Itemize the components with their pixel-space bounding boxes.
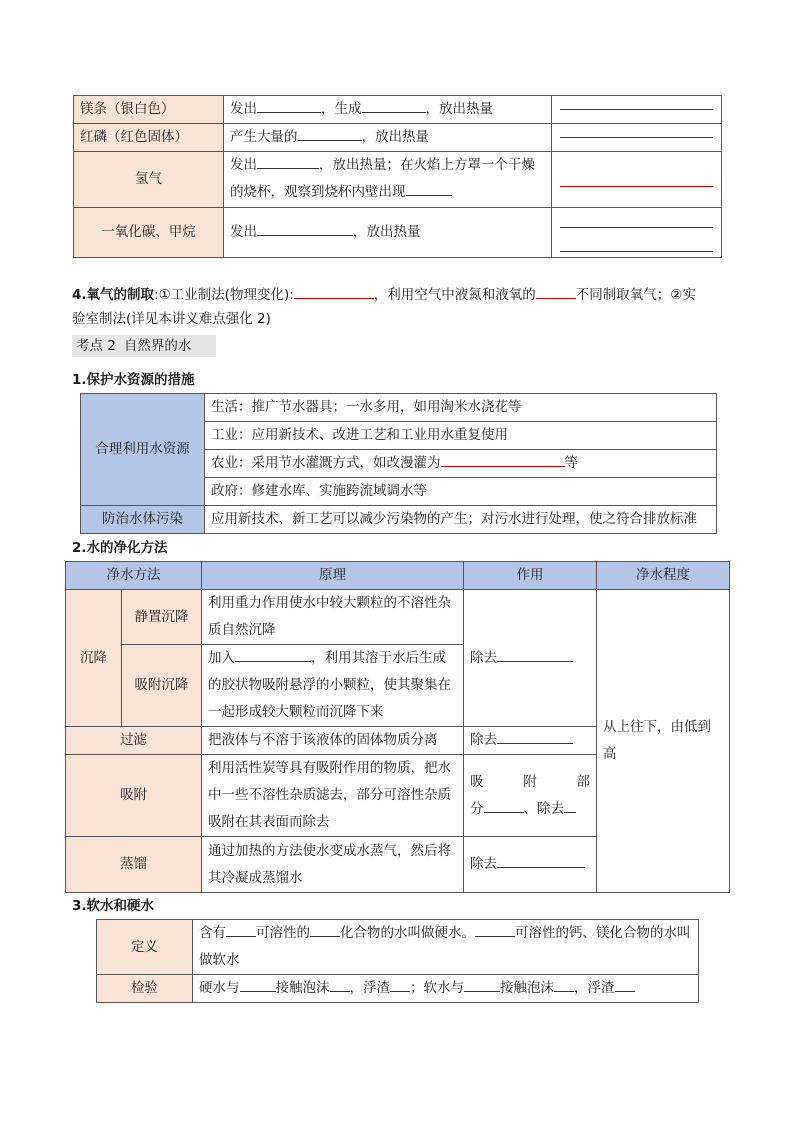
answer-blank[interactable] — [552, 124, 722, 152]
combustion-table — [73, 95, 722, 258]
hard-soft-title: 3.软水和硬水 — [72, 898, 155, 914]
row-co-methane-name: 一氧化碳、甲烷 — [74, 208, 224, 258]
protect-title: 1.保护水资源的措施 — [72, 372, 195, 388]
row-co-methane-phenomenon: 发出 ，放出热量 — [224, 208, 552, 258]
answer-blank[interactable] — [552, 152, 722, 208]
row-phosphorus-phenomenon: 产生大量的 ，放出热量 — [224, 124, 552, 152]
test-text: 硬水与 接触泡沫 ，浮渣 ；软水与 接触泡沫 ，浮渣 — [193, 975, 699, 1003]
label-definition: 定义 — [97, 920, 193, 975]
measure-agriculture: 农业：采用节水灌溉方式，如改漫灌为 等 — [205, 450, 717, 478]
effect-settle: 除去 — [464, 590, 597, 727]
kaodian-heading: 考点 2 自然界的水 — [72, 335, 216, 357]
row-magnesium-name: 镁条（银白色） — [74, 96, 224, 124]
method-adsorb-settle: 吸附沉降 — [122, 645, 202, 727]
measure-life: 生活：推广节水器具；一水多用，如用淘米水浇花等 — [205, 394, 717, 422]
purify-title: 2.水的净化方法 — [72, 540, 168, 556]
principle-distill: 通过加热的方法使水变成水蒸气，然后将其冷凝成蒸馏水 — [202, 837, 464, 893]
header-degree: 净水程度 — [597, 562, 730, 590]
header-method: 净水方法 — [66, 562, 202, 590]
row-magnesium-phenomenon: 发出 ，生成 ，放出热量 — [224, 96, 552, 124]
method-adsorb: 吸附 — [66, 755, 202, 837]
effect-filter: 除去 — [464, 727, 597, 755]
purify-table — [65, 561, 730, 893]
method-static-settle: 静置沉降 — [122, 590, 202, 645]
header-principle: 原理 — [202, 562, 464, 590]
measure-government: 政府：修建水库、实施跨流域调水等 — [205, 478, 717, 506]
method-distill: 蒸馏 — [66, 837, 202, 893]
group-rational-use: 合理利用水资源 — [81, 394, 205, 506]
principle-adsorb: 利用活性炭等具有吸附作用的物质，把水中一些不溶性杂质滤去，部分可溶性杂质吸附在其表面而除去 — [202, 755, 464, 837]
label-test: 检验 — [97, 975, 193, 1003]
oxygen-prep-paragraph: 4.氧气的制取:①工业制法(物理变化): ，利用空气中液氮和液氧的 不同制取氧气；②实 验室制法(详见本讲义难点强化 2) — [72, 283, 732, 331]
effect-adsorb: 吸 附 部 分 、除去 — [464, 755, 597, 837]
measure-industry: 工业：应用新技术、改进工艺和工业用水重复使用 — [205, 422, 717, 450]
measure-pollution: 应用新技术、新工艺可以减少污染物的产生；对污水进行处理，使之符合排放标准 — [205, 506, 717, 534]
effect-distill: 除去 — [464, 837, 597, 893]
header-effect: 作用 — [464, 562, 597, 590]
principle-filter: 把液体与不溶于该液体的固体物质分离 — [202, 727, 464, 755]
principle-adsorb-settle: 加入 ，利用其溶于水后生成的胶状物吸附悬浮的小颗粒，使其聚集在一起形成较大颗粒而沉降下来 — [202, 645, 464, 727]
hard-soft-table — [96, 919, 699, 1003]
degree-text: 从上往下，由低到高 — [597, 590, 730, 893]
answer-blank[interactable] — [552, 208, 722, 258]
row-hydrogen-name: 氢气 — [74, 152, 224, 208]
answer-blank[interactable] — [552, 96, 722, 124]
row-hydrogen-phenomenon: 发出 ，放出热量；在火焰上方罩一个干燥 的烧杯，观察到烧杯内壁出现 — [224, 152, 552, 208]
group-pollution: 防治水体污染 — [81, 506, 205, 534]
row-phosphorus-name: 红磷（红色固体） — [74, 124, 224, 152]
definition-text: 含有 可溶性的 化合物的水叫做硬水。 可溶性的钙、镁化合物的水叫做软水 — [193, 920, 699, 975]
method-settle: 沉降 — [66, 590, 122, 727]
principle-static: 利用重力作用使水中较大颗粒的不溶性杂质自然沉降 — [202, 590, 464, 645]
method-filter: 过滤 — [66, 727, 202, 755]
protect-table — [80, 393, 717, 534]
